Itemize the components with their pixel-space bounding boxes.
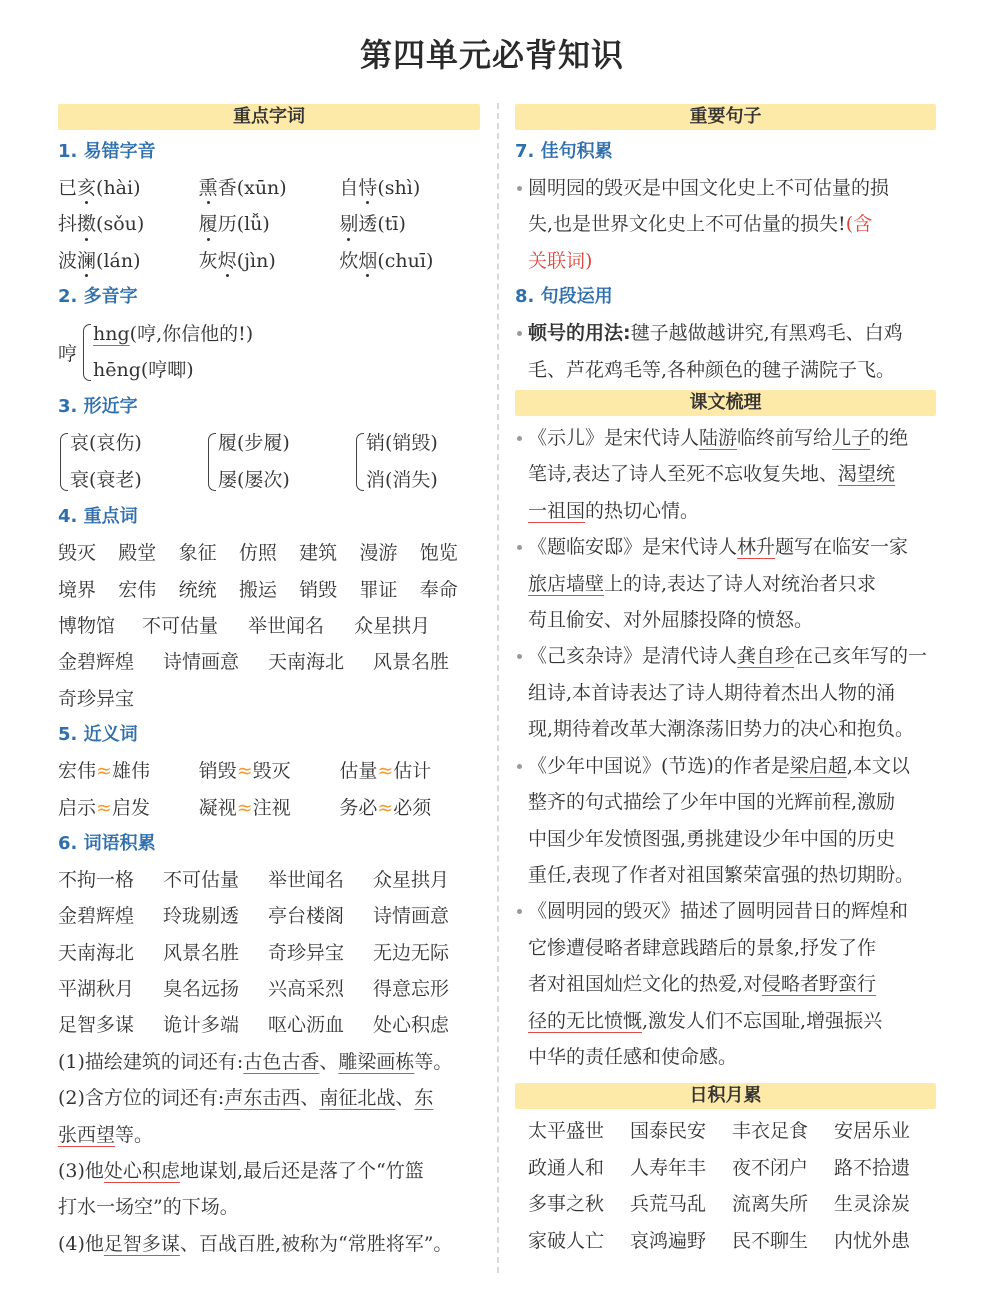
note-underlined: 张西望 — [58, 1123, 116, 1146]
daily-idiom-item: 国泰民安 — [630, 1120, 707, 1143]
note-text: 打水一场空”的下场。 — [58, 1196, 239, 1219]
key-word: 金碧辉煌 — [58, 651, 135, 674]
synonym-word: 注视 — [252, 796, 291, 819]
note-2 — [58, 1080, 480, 1153]
key-word: 饱览 — [419, 542, 458, 565]
key-words-row-2 — [58, 572, 480, 608]
idiom-row — [58, 898, 480, 934]
review-underlined: 渴望统 — [838, 463, 896, 486]
synonym-pair — [58, 790, 199, 826]
review-text: 在己亥年写的一 — [794, 645, 928, 668]
daily-idiom-item: 路不拾遗 — [834, 1156, 911, 1179]
synonym-word: 估计 — [393, 760, 432, 783]
right-column — [515, 104, 936, 1259]
idiom-item: 不可估量 — [163, 868, 240, 891]
review-text: 的热切心情。 — [585, 499, 700, 522]
note-text: 、 — [395, 1087, 415, 1110]
section-band-daily-accumulation: 日积月累 — [515, 1083, 936, 1109]
review-text: ,本文以 — [846, 754, 910, 777]
review-underlined: 径的无比愤慨 — [528, 1009, 643, 1032]
idiom-item: 天南海北 — [58, 941, 135, 964]
review-text: 它惨遭侵略者肆意践踏后的景象,抒发了作 — [528, 936, 877, 959]
daily-idiom-item: 多事之秋 — [528, 1193, 605, 1216]
synonym-word: 务必 — [339, 796, 378, 819]
review-young-china — [515, 748, 936, 894]
idiom-item: 奇珍异宝 — [268, 941, 345, 964]
pronunciation-item — [199, 170, 340, 206]
review-underlined: 侵略者野蛮行 — [762, 973, 877, 996]
pronunciation-text: 历(lǚ) — [217, 213, 270, 236]
key-words-row-3 — [58, 608, 480, 644]
review-poem-shier — [515, 420, 936, 529]
sentence-note: (含 — [845, 213, 873, 236]
review-text: 《题临安邸》是宋代诗人 — [528, 536, 738, 559]
marked-char: 澜 — [77, 243, 96, 279]
idiom-item: 无边无际 — [373, 941, 450, 964]
idiom-item: 金碧辉煌 — [58, 905, 135, 928]
pronunciation-item — [58, 243, 199, 279]
review-text: 组诗,本首诗表达了诗人期待着杰出人物的涌 — [528, 681, 896, 704]
synonym-row — [58, 790, 480, 826]
note-text: 等。 — [414, 1050, 453, 1073]
key-word: 象征 — [178, 542, 217, 565]
similar-item: 屡(屡次) — [218, 468, 290, 491]
daily-idiom-item: 内忧外患 — [834, 1229, 911, 1252]
pronunciation-row — [58, 243, 480, 279]
review-underlined: 旅店墙壁 — [528, 572, 605, 595]
daily-idiom-row — [528, 1150, 936, 1186]
synonym-pair — [58, 753, 199, 789]
s8-title: 8. 句段运用 — [515, 286, 613, 308]
s5-title: 5. 近义词 — [58, 724, 138, 746]
key-word: 毁灭 — [58, 542, 97, 565]
daily-idiom-item: 民不聊生 — [732, 1229, 809, 1252]
daily-idiom-item: 政通人和 — [528, 1156, 605, 1179]
review-text: 笔诗,表达了诗人至死不忘收复失地、 — [528, 463, 839, 486]
daily-idiom-row — [528, 1223, 936, 1259]
daily-idiom-item: 太平盛世 — [528, 1120, 605, 1143]
review-text: 现,期待着改革大潮涤荡旧势力的决心和抱负。 — [528, 718, 915, 741]
synonym-word: 宏伟 — [58, 760, 97, 783]
pronunciation-text: 波 — [58, 249, 78, 272]
s2-title: 2. 多音字 — [58, 286, 138, 308]
daily-idiom-item: 人寿年丰 — [630, 1156, 707, 1179]
section-band-key-words: 重点字词 — [58, 104, 480, 130]
paragraph-usage — [515, 315, 936, 388]
synonym-pair — [199, 753, 340, 789]
pronunciation-list — [58, 170, 480, 279]
reading-1-example: (哼,你信他的!) — [129, 322, 254, 345]
s3-title: 3. 形近字 — [58, 396, 138, 418]
key-word: 举世闻名 — [248, 614, 325, 637]
note-text: 、 — [319, 1050, 339, 1073]
key-word: 博物馆 — [58, 614, 116, 637]
review-text: 者对祖国灿烂文化的热爱,对 — [528, 973, 763, 996]
key-word: 风景名胜 — [373, 651, 450, 674]
key-word: 统统 — [178, 578, 217, 601]
s7-title: 7. 佳句积累 — [515, 141, 613, 162]
marked-char: 亥 — [77, 170, 96, 206]
note-text: 地谋划,最后还是落了个“竹篮 — [179, 1160, 424, 1183]
section-band-important-sentences: 重要句子 — [515, 104, 936, 130]
review-text: 临终前写给 — [737, 427, 833, 450]
daily-idiom-item: 丰衣足食 — [732, 1120, 809, 1143]
pronunciation-item — [339, 170, 480, 206]
key-word: 仿照 — [238, 542, 277, 565]
review-text: 中国少年发愤图强,勇挑建设少年中国的历史 — [528, 827, 896, 850]
key-word: 宏伟 — [118, 578, 157, 601]
review-text: 《己亥杂诗》是清代诗人 — [528, 645, 738, 668]
idiom-item: 诡计多端 — [163, 1014, 240, 1037]
idiom-item: 举世闻名 — [268, 868, 345, 891]
similar-item: 销(销毁) — [366, 432, 438, 455]
pronunciation-text: 抖 — [58, 213, 78, 236]
note-underlined: 处心积虑 — [103, 1160, 180, 1183]
idiom-row — [58, 935, 480, 971]
review-underlined: 儿子 — [832, 427, 871, 450]
key-word: 不可估量 — [142, 614, 219, 637]
pronunciation-item — [58, 206, 199, 242]
note-text: (4)他 — [58, 1232, 104, 1255]
idiom-item: 平湖秋月 — [58, 978, 135, 1001]
note-text: 等。 — [115, 1123, 154, 1146]
review-text: 重任,表现了作者对祖国繁荣富强的热切期盼。 — [528, 863, 915, 886]
synonym-word: 销毁 — [198, 760, 237, 783]
reading-2: hēng(哼唧) — [93, 359, 194, 382]
review-text: 上的诗,表达了诗人对统治者只求 — [604, 572, 877, 595]
review-underlined: 梁启超 — [789, 754, 847, 777]
key-word: 建筑 — [299, 542, 338, 565]
review-underlined: 林升 — [737, 536, 776, 559]
review-poem-linan — [515, 529, 936, 638]
note-underlined: 东 — [414, 1087, 434, 1110]
s6-title: 6. 词语积累 — [58, 832, 156, 854]
idiom-item: 得意忘形 — [373, 978, 450, 1001]
pronunciation-item — [58, 170, 199, 206]
review-text: ,激发人们不忘国耻,增强振兴 — [642, 1009, 883, 1032]
idiom-item: 不拘一格 — [58, 868, 135, 891]
similar-item: 消(消失) — [366, 468, 438, 491]
idiom-item: 诗情画意 — [373, 905, 450, 928]
note-underlined: 雕梁画栋 — [338, 1050, 415, 1073]
usage-text: 毽子越做越讲究,有黑鸡毛、白鸡 — [630, 322, 903, 345]
review-text: 整齐的句式描绘了少年中国的光辉前程,激励 — [528, 791, 896, 814]
review-text: 中华的责任感和使命感。 — [528, 1045, 738, 1068]
pronunciation-text: 已 — [58, 177, 78, 199]
marked-char: 烟 — [358, 243, 377, 279]
s1-title: 1. 易错字音 — [58, 141, 156, 162]
similar-chars — [58, 425, 480, 499]
usage-text: 毛、芦花鸡毛等,各种颜色的毽子满院子飞。 — [528, 358, 896, 381]
pronunciation-text: (chuī) — [377, 249, 434, 272]
approx-icon: ≈ — [377, 796, 394, 819]
synonym-word: 毁灭 — [252, 760, 291, 783]
key-word: 境界 — [58, 578, 97, 601]
note-text: (1)描绘建筑的词还有: — [58, 1050, 244, 1073]
synonym-pair — [199, 790, 340, 826]
key-word: 漫游 — [359, 542, 398, 565]
idiom-item: 众星拱月 — [373, 868, 450, 891]
note-3 — [58, 1153, 480, 1226]
pronunciation-text: (hài) — [96, 177, 141, 199]
key-word: 奇珍异宝 — [58, 687, 135, 710]
similar-group-2 — [206, 425, 354, 499]
idiom-item: 风景名胜 — [163, 941, 240, 964]
daily-idiom-item: 安居乐业 — [834, 1120, 911, 1143]
note-underlined: 南征北战 — [319, 1087, 396, 1110]
idiom-item: 臭名远扬 — [163, 978, 240, 1001]
sentence-note: 关联词) — [528, 249, 593, 272]
note-text: (2)含方位的词还有: — [58, 1087, 225, 1110]
review-underlined: 一祖国 — [528, 499, 586, 522]
note-text: 、 — [300, 1087, 320, 1110]
polyphone-group — [58, 315, 480, 389]
pronunciation-text: (shì) — [377, 177, 421, 199]
note-text: (3)他 — [58, 1160, 104, 1183]
synonym-word: 启示 — [58, 796, 97, 819]
similar-item: 哀(哀伤) — [70, 432, 142, 455]
idiom-row — [58, 1007, 480, 1043]
fine-sentence — [515, 170, 936, 279]
idiom-item: 玲珑剔透 — [163, 905, 240, 928]
marked-char: 履 — [199, 206, 218, 242]
similar-item: 衰(衰老) — [70, 468, 142, 491]
note-underlined: 古色古香 — [243, 1050, 320, 1073]
daily-idiom-row — [528, 1113, 936, 1149]
approx-icon: ≈ — [96, 796, 112, 819]
idiom-row — [58, 971, 480, 1007]
idiom-item: 足智多谋 — [58, 1014, 135, 1037]
pronunciation-text: 香(xūn) — [217, 177, 287, 199]
review-poem-jihai — [515, 638, 936, 747]
review-underlined: 龚自珍 — [737, 645, 795, 668]
review-yuanmingyuan — [515, 893, 936, 1075]
key-word: 销毁 — [299, 578, 338, 601]
pronunciation-text: 自 — [339, 177, 359, 199]
similar-group-3 — [354, 425, 474, 499]
pronunciation-text: 灰 — [198, 249, 218, 272]
review-text: 《圆明园的毁灭》描述了圆明园昔日的辉煌和 — [528, 900, 909, 923]
daily-idiom-item: 生灵涂炭 — [834, 1193, 911, 1216]
approx-icon: ≈ — [96, 760, 112, 783]
pronunciation-text: 透(tī) — [358, 213, 406, 236]
idiom-item: 处心积虑 — [373, 1014, 450, 1037]
daily-idiom-item: 家破人亡 — [528, 1229, 605, 1252]
usage-label: 顿号的用法: — [528, 322, 631, 345]
key-word: 天南海北 — [268, 651, 345, 674]
synonym-word: 必须 — [393, 796, 432, 819]
sentence-text: 失,也是世界文化史上不可估量的损失! — [528, 213, 846, 236]
synonym-pair — [339, 790, 480, 826]
similar-item: 履(步履) — [218, 432, 290, 455]
review-underlined: 陆游 — [699, 427, 738, 450]
pronunciation-row — [58, 170, 480, 206]
synonym-word: 估量 — [339, 760, 378, 783]
daily-idiom-row — [528, 1186, 936, 1222]
section-band-text-review: 课文梳理 — [515, 390, 936, 416]
synonym-word: 雄伟 — [111, 760, 150, 783]
key-word: 罪证 — [359, 578, 398, 601]
key-words-row-1 — [58, 535, 480, 571]
review-text: 的绝 — [870, 427, 909, 450]
pronunciation-item — [339, 206, 480, 242]
marked-char: 擞 — [77, 206, 96, 242]
key-word: 搬运 — [238, 578, 277, 601]
key-words-row-5 — [58, 681, 480, 717]
pronunciation-item — [339, 243, 480, 279]
synonym-row — [58, 753, 480, 789]
pronunciation-item — [199, 206, 340, 242]
polyphone-readings — [81, 316, 253, 389]
note-1 — [58, 1044, 480, 1080]
pronunciation-text: (jìn) — [236, 249, 276, 272]
idiom-row — [58, 862, 480, 898]
synonym-list — [58, 753, 480, 826]
synonym-word: 启发 — [111, 796, 150, 819]
daily-idiom-item: 夜不闭户 — [732, 1156, 809, 1179]
daily-idiom-item: 流离失所 — [732, 1193, 809, 1216]
daily-idiom-item: 哀鸿遍野 — [630, 1229, 707, 1252]
pronunciation-row — [58, 206, 480, 242]
note-underlined: 声东击西 — [224, 1087, 301, 1110]
idiom-item: 兴高采烈 — [268, 978, 345, 1001]
pronunciation-text: 炊 — [339, 249, 359, 272]
idiom-accumulation-list — [58, 862, 480, 1044]
review-text: 题写在临安一家 — [775, 536, 909, 559]
key-word: 众星拱月 — [354, 614, 431, 637]
approx-icon: ≈ — [236, 760, 253, 783]
key-word: 诗情画意 — [163, 651, 240, 674]
pronunciation-item — [199, 243, 340, 279]
idiom-item: 呕心沥血 — [268, 1014, 345, 1037]
note-4 — [58, 1226, 480, 1262]
pronunciation-text: (lán) — [96, 249, 141, 272]
review-text: 《示儿》是宋代诗人 — [528, 427, 700, 450]
sentence-text: 圆明园的毁灭是中国文化史上不可估量的损 — [528, 177, 890, 199]
note-text: 、百战百胜,被称为“常胜将军”。 — [179, 1232, 453, 1255]
daily-idiom-list — [515, 1113, 936, 1259]
approx-icon: ≈ — [236, 796, 253, 819]
key-word: 奉命 — [419, 578, 458, 601]
daily-idiom-item: 兵荒马乱 — [630, 1193, 707, 1216]
column-divider — [497, 103, 499, 1273]
key-words-row-4 — [58, 644, 480, 680]
s4-title: 4. 重点词 — [58, 506, 138, 528]
marked-char: 烬 — [218, 243, 237, 279]
marked-char: 剔 — [339, 206, 358, 242]
polyphone-char: 哼 — [58, 342, 78, 365]
key-word: 殿堂 — [118, 542, 157, 565]
reading-1-pinyin: hng — [93, 322, 130, 345]
marked-char: 恃 — [358, 170, 377, 206]
idiom-item: 亭台楼阁 — [268, 905, 345, 928]
left-column — [58, 104, 480, 1262]
review-text: 苟且偷安、对外屈膝投降的愤怒。 — [528, 609, 814, 632]
synonym-word: 凝视 — [198, 796, 237, 819]
page-title: 第四单元必背知识 — [359, 36, 624, 74]
review-text: 《少年中国说》(节选)的作者是 — [528, 754, 790, 777]
approx-icon: ≈ — [377, 760, 394, 783]
note-underlined: 足智多谋 — [103, 1232, 180, 1255]
similar-group-1 — [58, 425, 206, 499]
synonym-pair — [339, 753, 480, 789]
pronunciation-text: (sǒu) — [96, 213, 145, 236]
marked-char: 熏 — [199, 170, 218, 206]
